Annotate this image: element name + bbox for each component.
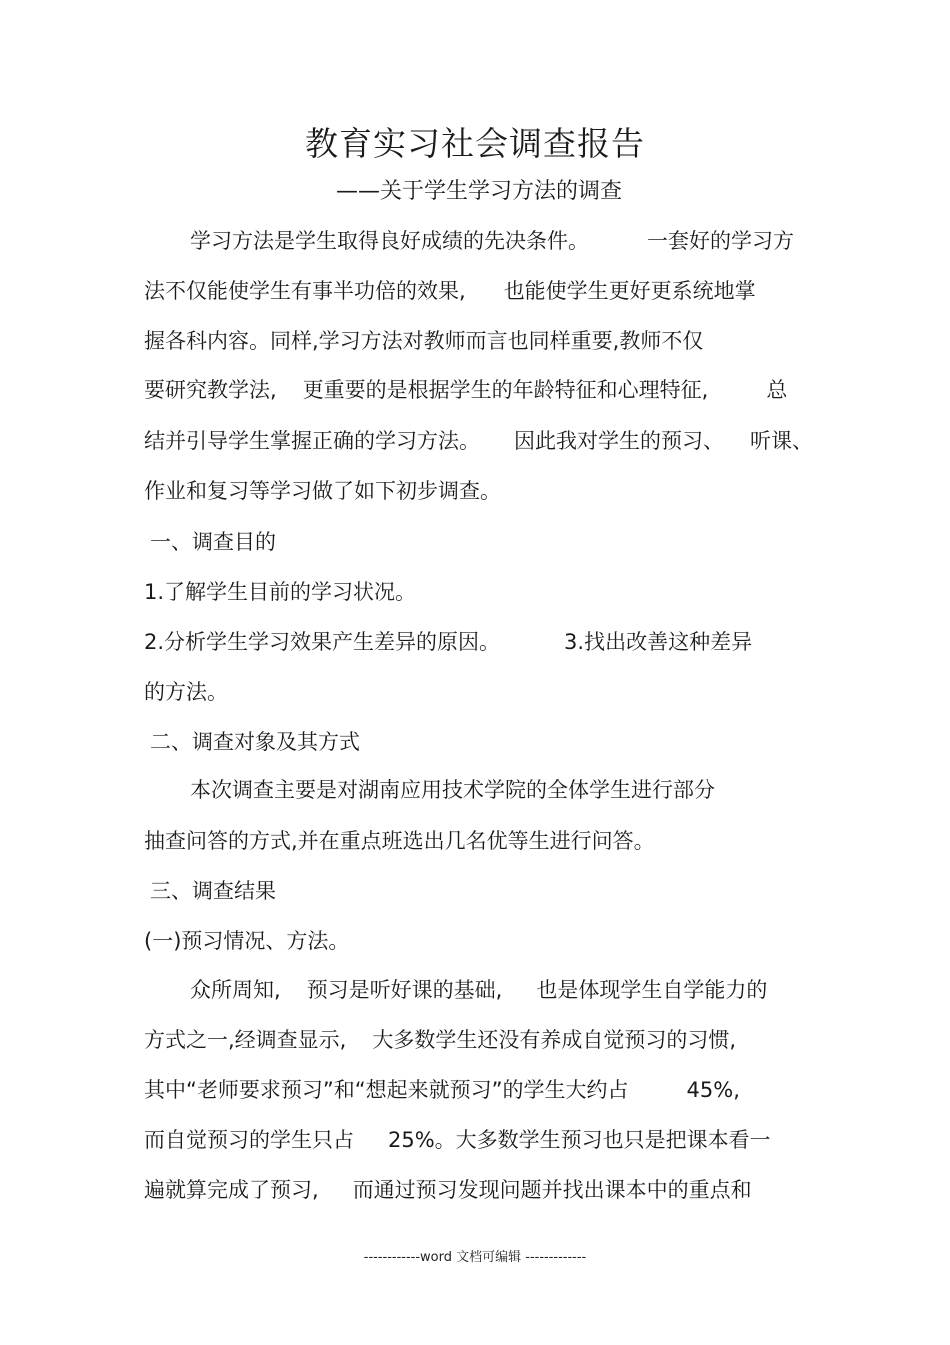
intro-text: 总 (766, 378, 788, 402)
subjects-line-1: 本次调查主要是对湖南应用技术学院的全体学生进行部分 (190, 778, 715, 802)
results-text: 众所周知, (190, 978, 281, 1002)
results-subheading-1: (一)预习情况、方法。 (144, 929, 350, 953)
intro-line-3: 握各科内容。同样,学习方法对教师而言也同样重要,教师不仅 (144, 329, 704, 353)
intro-text: 因此我对学生的预习、 (514, 429, 724, 453)
results-line-1 (190, 975, 767, 1005)
intro-line-2 (144, 276, 756, 306)
purpose-item-3: 3.找出改善这种差异 (564, 630, 753, 654)
intro-line-5 (144, 426, 813, 456)
results-text: 遍就算完成了预习, (144, 1178, 319, 1202)
section-heading-subjects: 二、调查对象及其方式 (150, 730, 360, 754)
purpose-item-3-cont: 的方法。 (144, 680, 228, 704)
purpose-text: 2.分析学生学习效果产生差异的原因。 (144, 630, 501, 654)
results-text: 其中“老师要求预习”和“想起来就预习”的学生大约占 (144, 1078, 629, 1102)
section-heading-purpose: 一、调查目的 (150, 530, 276, 554)
results-line-4 (144, 1125, 771, 1155)
intro-line-4 (144, 375, 787, 405)
intro-text: 法不仅能使学生有事半功倍的效果, (144, 279, 466, 303)
intro-text: 也能使学生更好更系统地掌 (503, 279, 756, 303)
intro-text: 听课、 (750, 429, 813, 453)
intro-text: 一套好的学习方 (647, 229, 794, 253)
results-percent: 45%, (686, 1078, 740, 1102)
purpose-item-1: 1.了解学生目前的学习状况。 (144, 580, 417, 604)
page-title: 教育实习社会调查报告 (305, 124, 645, 163)
subjects-line-2: 抽查问答的方式,并在重点班选出几名优等生进行问答。 (144, 829, 655, 853)
results-line-2 (144, 1025, 736, 1055)
results-text: 25%。大多数学生预习也只是把课本看一 (388, 1128, 771, 1152)
results-line-5 (144, 1175, 752, 1205)
results-text: 大多数学生还没有养成自觉预习的习惯, (372, 1028, 737, 1052)
purpose-item-2 (144, 627, 752, 657)
intro-text: 更重要的是根据学生的年龄特征和心理特征, (302, 378, 709, 402)
intro-text: 要研究教学法, (144, 378, 277, 402)
intro-text: 学习方法是学生取得良好成绩的先决条件。 (190, 229, 589, 253)
intro-line-6: 作业和复习等学习做了如下初步调查。 (144, 479, 501, 503)
intro-text: 结并引导学生掌握正确的学习方法。 (144, 429, 480, 453)
section-heading-results: 三、调查结果 (150, 879, 276, 903)
results-line-3 (144, 1075, 740, 1105)
results-text: 预习是听好课的基础, (306, 978, 503, 1002)
page-subtitle: ——关于学生学习方法的调查 (336, 179, 623, 204)
results-text: 而通过预习发现问题并找出课本中的重点和 (352, 1178, 752, 1202)
results-text: 也是体现学生自学能力的 (536, 978, 768, 1002)
results-text: 方式之一,经调查显示, (144, 1028, 347, 1052)
results-text: 而自觉预习的学生只占 (144, 1128, 354, 1152)
intro-line-1 (190, 226, 794, 256)
page-footer: ------------word 文档可编辑 ------------- (363, 1250, 587, 1265)
